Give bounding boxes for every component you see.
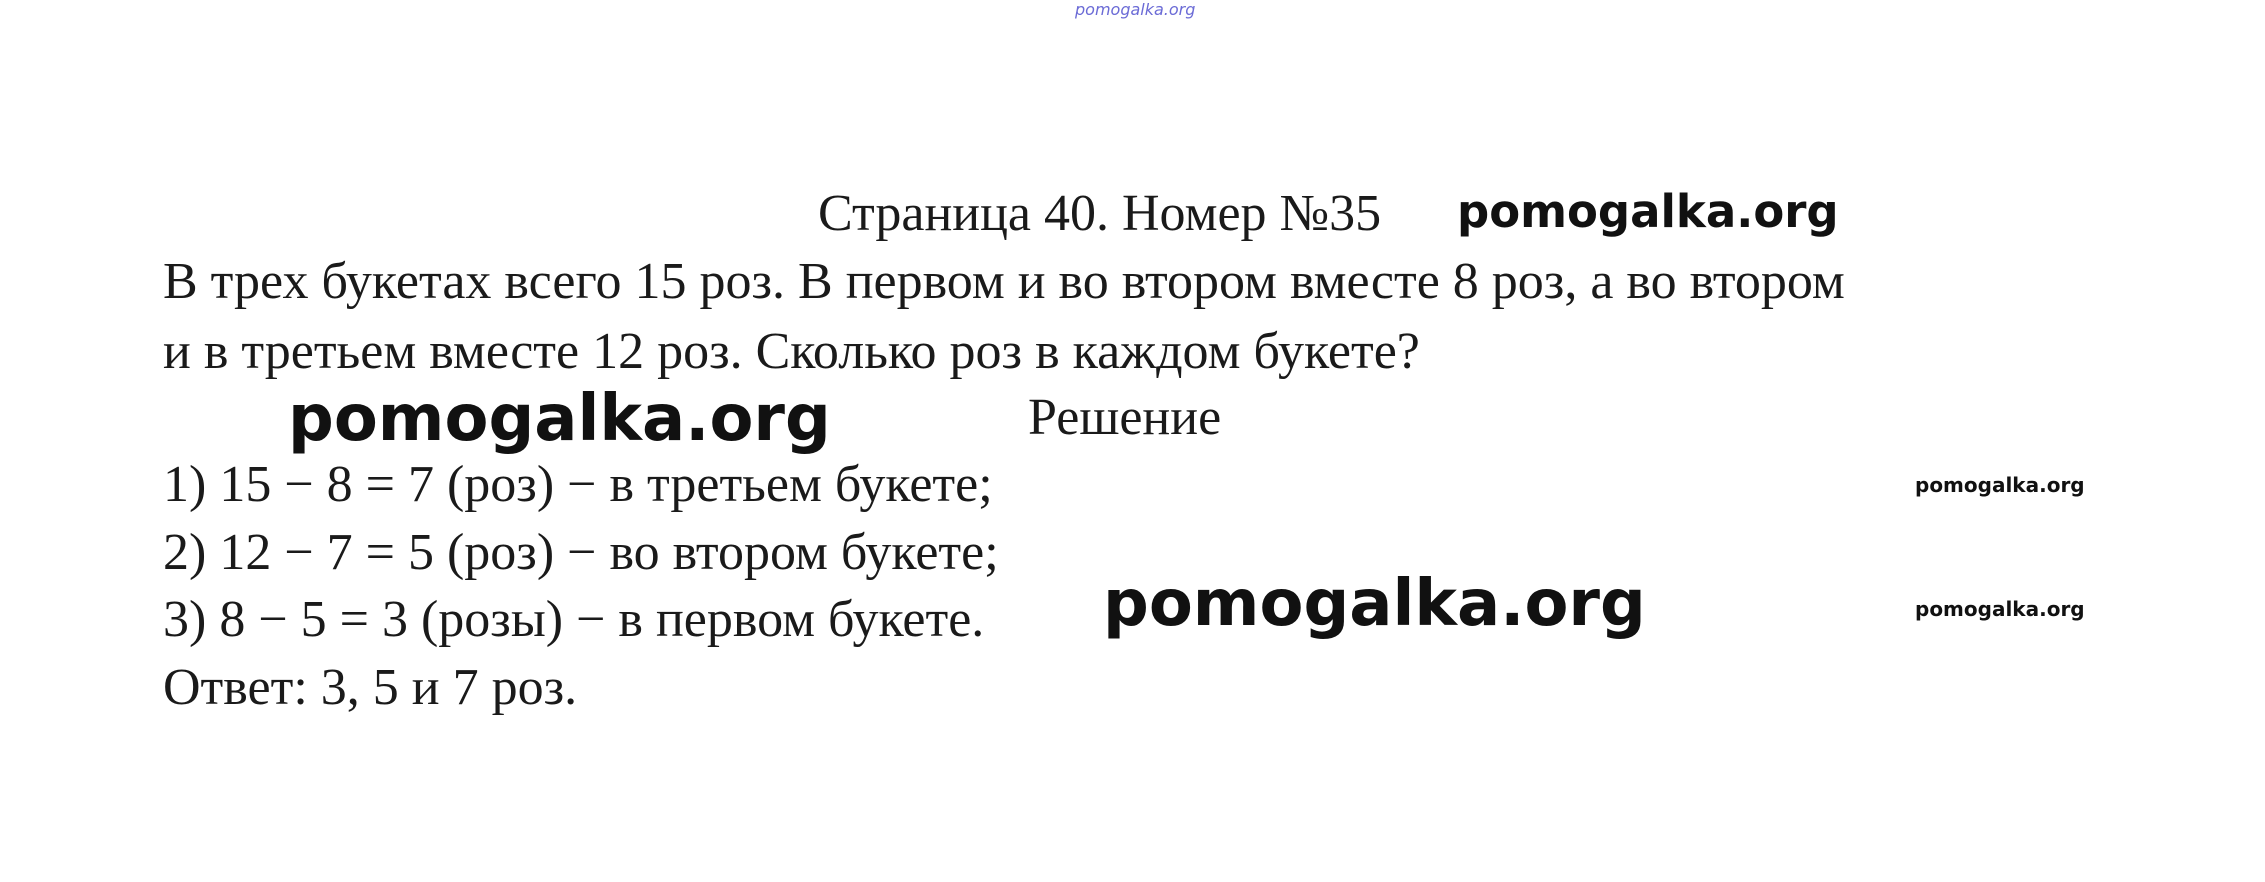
page-title: Страница 40. Номер №35 <box>818 185 1382 242</box>
watermark-top: pomogalka.org <box>1075 0 1196 19</box>
solution-step-2: 2) 12 − 7 = 5 (роз) − во втором букете; <box>163 524 999 581</box>
solution-step-1: 1) 15 − 8 = 7 (роз) − в третьем букете; <box>163 456 993 513</box>
answer-line: Ответ: 3, 5 и 7 роз. <box>163 659 578 716</box>
watermark-title: pomogalka.org <box>1457 185 1839 238</box>
solution-step-3: 3) 8 − 5 = 3 (розы) − в первом букете. <box>163 591 985 648</box>
task-text-line-2: и в третьем вместе 12 роз. Сколько роз в каждом букете? <box>163 323 1420 380</box>
watermark-small-1: pomogalka.org <box>1915 473 2085 497</box>
task-text-line-1: В трех букетах всего 15 роз. В первом и во втором вместе 8 роз, а во втором <box>163 253 1845 310</box>
watermark-large-2: pomogalka.org <box>1103 567 1646 641</box>
solution-heading: Решение <box>1028 389 1222 446</box>
watermark-large-1: pomogalka.org <box>288 382 831 456</box>
watermark-small-2: pomogalka.org <box>1915 597 2085 621</box>
